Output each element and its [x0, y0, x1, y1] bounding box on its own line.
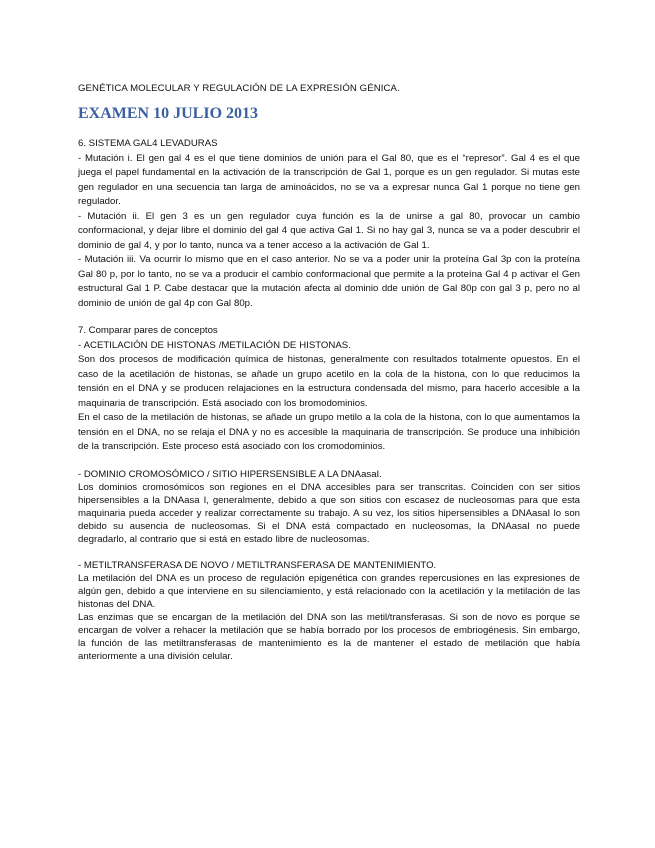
section-heading: 6. SISTEMA GAL4 LEVADURAS [78, 138, 218, 149]
section-compare-concepts [78, 324, 580, 455]
document-body [78, 82, 580, 676]
section-methyltransferase [78, 559, 580, 663]
paragraph: Las enzimas que se encargan de la metilación del DNA son las metil/transferasas. Si son de novo es porque se encargan de volver a rehacer la metilación que se había borrado por los procesos de embriogénesis. Sin embargo, la función de las metiltransferasas de mantenimiento es la de mantener el estado de metilación que había anteriormente a una división celular. [78, 611, 580, 662]
document-title: EXAMEN 10 JULIO 2013 [78, 105, 259, 122]
subsection-heading: - ACETILACIÓN DE HISTONAS /METILACIÓN DE HISTONAS. [78, 339, 351, 351]
section-chromosomal-domain [78, 468, 580, 546]
section-heading: - METILTRANSFERASA DE NOVO / METILTRANSFERASA DE MANTENIMIENTO. [78, 559, 437, 571]
paragraph: Son dos procesos de modificación química de histonas, generalmente con resultados totalmente opuestos. En el caso de la acetilación de histonas, se añade un grupo acetilo en la cola de la histona, con lo que reducimos la tensión en el DNA y se producen relajaciones en la estructura condensada del mismo, para hacerlo accesible a la maquinaria de transcripción. Está asociado con los bromodominios. [78, 354, 580, 409]
section-heading: 7. Comparar pares de conceptos [78, 325, 218, 336]
document-subtitle: GENÉTICA MOLECULAR Y REGULACIÓN DE LA EXPRESIÓN GÉNICA. [78, 83, 400, 94]
paragraph: - Mutación ii. El gen 3 es un gen regulador cuya función es la de unirse a gal 80, provocar un cambio conformacional, y dejar libre el dominio del gal 4 que activa Gal 1. Si no hay gal 3, nunca se va a poder descubrir el dominio de gal 4, y por lo tanto, nunca va a tener acceso a la activación de Gal 1. [78, 210, 580, 251]
paragraph: Los dominios cromosómicos son regiones en el DNA accesibles para ser transcritas. Coinciden con ser sitios hipersensibles a la DNAasa I, generalmente, debido a que son sitios con escasez de nucleosomas para que esta maquinaria pueda acceder y realizar correctamente su trabajo. A su vez, los sitios hipersensibles a DNAasaI lo son debido su ausencia de nucleosomas. Si el DNA está compactado en nucleosomas, la DNAasaI no puede degradarlo, al contrario que si está en estado libre de nucleosomas. [78, 481, 580, 545]
paragraph: - Mutación iii. Va ocurrir lo mismo que en el caso anterior. No se va a poder unir la proteína Gal 3p con la proteína Gal 80 p, por lo tanto, no se va a producir el cambio conformacional que permite a la proteína Gal 4 p activar el Gen estructural Gal 1 P. Cabe destacar que la mutación afecta al dominio dde unión de Gal 80p con gal 3 p, pero no al dominio de unión de gal 4p con Gal 80p. [78, 254, 580, 309]
section-heading: - DOMINIO CROMOSÓMICO / SITIO HIPERSENSIBLE A LA DNAasaI. [78, 468, 382, 480]
paragraph: La metilación del DNA es un proceso de regulación epigenética con grandes repercusiones en las expresiones de algún gen, debido a que interviene en su silenciamiento, y está relacionado con la acetilación y la metilación de las histonas del DNA. [78, 572, 580, 610]
paragraph: En el caso de la metilación de histonas, se añade un grupo metilo a la cola de la histona, con lo que aumentamos la tensión en el DNA, no se relaja el DNA y no es accesible la maquinaria de transcripción. Se produce una inhibición de la transcripción. Este proceso está asociado con los cromodominios. [78, 412, 580, 452]
paragraph: - Mutación i. El gen gal 4 es el que tiene dominios de unión para el Gal 80, que es el “represor”. Gal 4 es el que juega el papel fundamental en la activación de la transcripción de Gal 1, porque es un gen regulador. Si mutas este gen regulador en una secuencia tan larga de aminoácidos, no se va a expresar nunca Gal 1 porque no tiene gen regulador. [78, 152, 580, 207]
section-gal4 [78, 137, 580, 311]
